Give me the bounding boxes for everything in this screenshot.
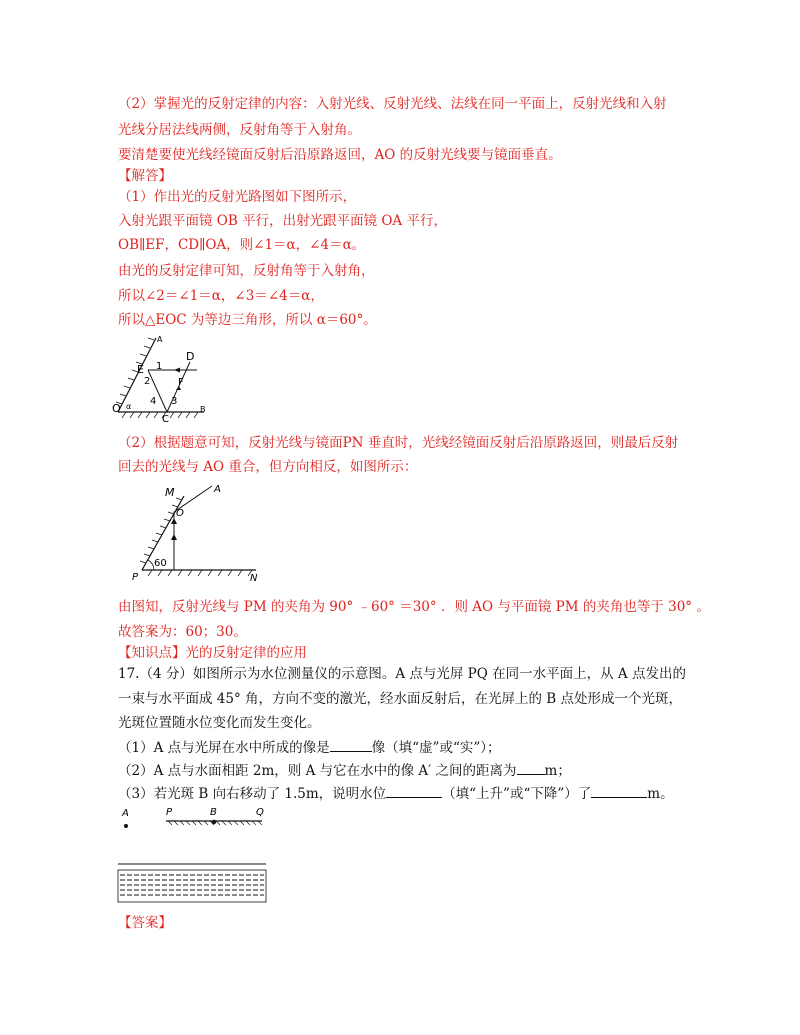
solution-line-4: 由光的反射定律可知，反射角等于入射角，: [118, 263, 375, 279]
fig1-label-O: O: [112, 402, 121, 415]
solution-line-2: 入射光跟平面镜 OB 平行，出射光跟平面镜 OA 平行，: [118, 213, 447, 229]
fig1-label-A: A: [157, 335, 163, 344]
fig2-label-N: N: [250, 573, 258, 582]
solution-line-1: （1）作出光的反射光路图如下图所示，: [118, 189, 357, 205]
part2-line-2: 回去的光线与 AO 重合，但方向相反，如图所示：: [118, 459, 418, 475]
q17-part-3: [118, 783, 674, 803]
q17-part-3-text-c: m。: [647, 786, 674, 802]
q17-part-2-text-b: m；: [544, 763, 571, 779]
fig2-label-M: M: [165, 486, 175, 499]
solution-line-5: 所以∠2＝∠1＝α，∠3＝∠4＝α，: [118, 288, 324, 304]
q17-part-2-text-a: （2）A 点与水面相距 2m，则 A 与它在水中的像 A′ 之间的距离为: [118, 763, 517, 779]
q17-part-2: [118, 760, 571, 780]
fig1-label-alpha: α: [126, 402, 132, 411]
part2-line-1: （2）根据题意可知，反射光线与镜面PN 垂直时，光线经镜面反射后沿原路返回，则最后反射: [118, 435, 679, 451]
analysis-line-2: 光线分居法线两侧，反射角等于入射角。: [118, 122, 361, 138]
figure-reflection-path: [112, 332, 212, 424]
fig2-label-O: O: [176, 508, 184, 519]
conclusion-line-2: 故答案为：60；30。: [118, 624, 247, 640]
fig1-label-C: C: [162, 414, 169, 424]
fig2-angle-60: 60: [154, 558, 167, 569]
fig3-label-B: B: [210, 807, 217, 818]
fig3-point-B: [212, 820, 216, 824]
fig3-point-A: [124, 824, 128, 828]
figure-water-level-gauge: [116, 804, 272, 910]
figure-perpendicular-reflection: [128, 482, 268, 582]
q17-part-1-text-b: 像（填“虚”或“实”）；: [371, 740, 501, 756]
q17-part-3-text-a: （3）若光斑 B 向右移动了 1.5m，说明水位: [118, 786, 387, 802]
answer-heading-2: 【答案】: [118, 915, 172, 931]
fig3-label-Q: Q: [256, 807, 264, 818]
q17-part-3-text-b: （填“上升”或“下降”）了: [442, 786, 592, 802]
fig2-label-A: A: [214, 484, 221, 495]
fig1-label-3: 3: [171, 396, 178, 407]
conclusion-line-1: 由图知，反射光线与 PM 的夹角为 90° ﹣60° ＝30° ．则 AO 与平面镜 PM 的夹角也等于 30° 。: [118, 599, 710, 615]
solution-line-3: OB∥EF，CD∥OA，则∠1＝α，∠4＝α。: [118, 237, 366, 253]
fig2-label-P: P: [132, 572, 139, 582]
fig3-label-A: A: [122, 808, 129, 819]
q17-part-1: [118, 737, 501, 757]
q17-stem-1: 17.（4 分）如图所示为水位测量仪的示意图。A 点与光屏 PQ 在同一水平面上，从 A 点发出的: [118, 666, 686, 682]
q17-stem-2: 一束与水平面成 45° 角，方向不变的激光，经水面反射后，在光屏上的 B 点处形成一个光斑，: [118, 691, 683, 707]
fig3-label-P: P: [166, 807, 173, 818]
fig1-label-F: F: [178, 377, 184, 388]
fig1-label-E: E: [137, 363, 144, 376]
analysis-line-1: （2）掌握光的反射定律的内容：入射光线、反射光线、法线在同一平面上，反射光线和入射: [118, 96, 667, 112]
analysis-line-3: 要清楚要使光线经镜面反射后沿原路返回，AO 的反射光线要与镜面垂直。: [118, 147, 562, 163]
fig1-label-B: B: [200, 405, 206, 414]
fig1-label-1: 1: [156, 361, 163, 372]
solution-line-6: 所以△EOC 为等边三角形，所以 α＝60°。: [118, 312, 377, 328]
q17-blank-3: [386, 783, 442, 798]
q17-blank-4: [591, 783, 647, 798]
knowledge-point: 【知识点】光的反射定律的应用: [118, 645, 307, 661]
q17-stem-3: 光斑位置随水位变化而发生变化。: [118, 715, 321, 731]
fig1-label-2: 2: [144, 376, 151, 387]
fig1-label-4: 4: [150, 396, 157, 407]
q17-blank-2: [517, 760, 545, 775]
fig1-label-D: D: [186, 350, 195, 363]
q17-part-1-text-a: （1）A 点与光屏在水中所成的像是: [118, 740, 330, 756]
answer-heading: 【解答】: [118, 168, 172, 184]
q17-blank-1: [330, 737, 372, 752]
